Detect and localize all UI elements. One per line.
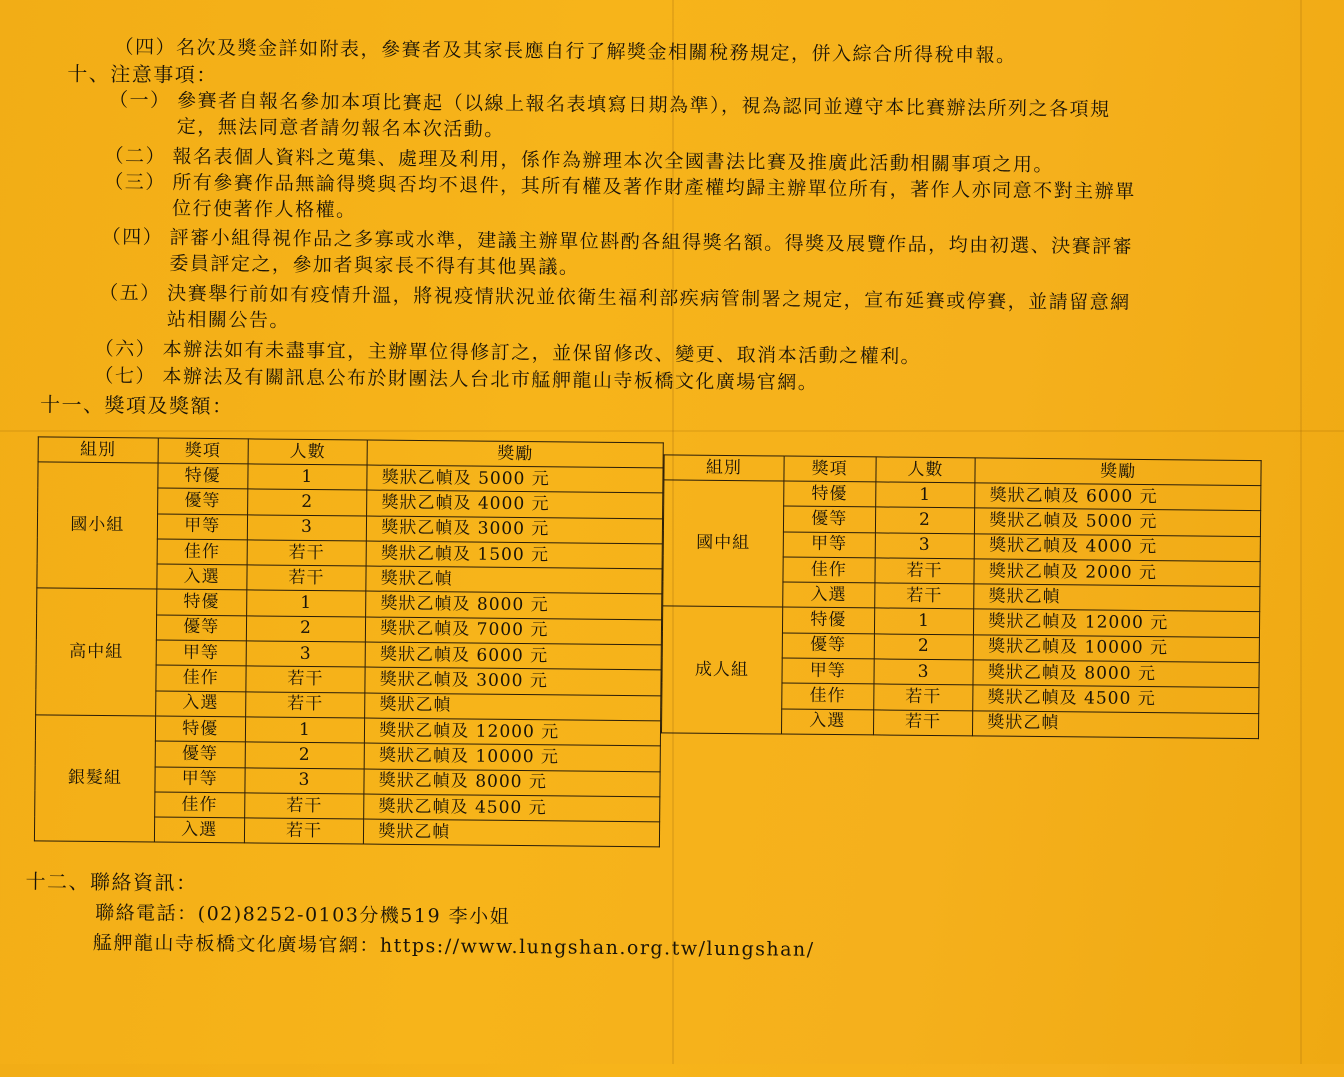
- reward-cell: 獎狀乙幀及 6000 元: [365, 642, 661, 670]
- group-name: 國小組: [37, 462, 158, 590]
- award-cell: 佳作: [783, 557, 875, 583]
- table-row: [664, 480, 1261, 511]
- reward-cell: 獎狀乙幀及 5000 元: [367, 465, 663, 493]
- note-5-text: 站相關公告。: [166, 308, 291, 332]
- count-cell: 若干: [245, 692, 365, 718]
- award-cell: 佳作: [156, 665, 246, 691]
- count-cell: 若干: [875, 558, 975, 584]
- note-4-text: 評審小組得視作品之多寡或水準，建議主辦單位斟酌各組得獎名額。得獎及展覽作品，均由初選、決賽評審: [169, 226, 1134, 258]
- award-cell: 入選: [155, 691, 245, 717]
- group-name: 高中組: [36, 588, 157, 716]
- header-count: 人數: [875, 457, 975, 483]
- count-cell: 若干: [245, 666, 365, 692]
- note-6-text: 本辦法如有未盡事宜，主辦單位得修訂之，並保留修改、變更、取消本活動之權利。: [162, 338, 922, 368]
- award-cell: 優等: [156, 615, 246, 641]
- reward-cell: 獎狀乙幀及 7000 元: [366, 617, 662, 645]
- award-cell: 優等: [155, 741, 245, 767]
- reward-cell: 獎狀乙幀及 6000 元: [975, 483, 1261, 511]
- header-group: 組別: [38, 437, 158, 463]
- count-cell: 2: [246, 616, 366, 642]
- count-cell: 1: [874, 608, 974, 634]
- count-cell: 2: [245, 742, 365, 768]
- reward-cell: 獎狀乙幀及 8000 元: [364, 769, 660, 797]
- award-cell: 特優: [783, 481, 875, 507]
- group-name: 國中組: [663, 480, 784, 608]
- count-cell: 3: [246, 641, 366, 667]
- count-cell: 2: [875, 507, 975, 533]
- reward-cell: 獎狀乙幀及 4000 元: [975, 533, 1261, 561]
- count-cell: 2: [874, 634, 974, 660]
- award-cell: 甲等: [783, 532, 875, 558]
- note-5-label: （五）: [99, 281, 161, 305]
- note-2-label: （二）: [104, 145, 167, 168]
- award-cell: 入選: [154, 817, 244, 843]
- count-cell: 3: [875, 533, 975, 559]
- award-cell: 甲等: [155, 767, 245, 793]
- award-cell: 特優: [155, 716, 245, 742]
- reward-cell: 獎狀乙幀及 3000 元: [365, 667, 661, 695]
- reward-cell: 獎狀乙幀: [365, 693, 661, 721]
- note-1-text: 參賽者自報名參加本項比賽起（以線上報名表填寫日期為準），視為認同並遵守本比賽辦法所列之各項規: [176, 89, 1111, 121]
- header-group: 組別: [664, 455, 784, 481]
- count-cell: 若干: [247, 540, 367, 566]
- intro-line: （四）名次及獎金詳如附表，參賽者及其家長應自行了解獎金相關稅務規定，併入綜合所得稅申報。: [114, 36, 1017, 67]
- table-row: [35, 715, 660, 746]
- count-cell: 若干: [873, 684, 973, 710]
- award-cell: 特優: [158, 463, 248, 489]
- count-cell: 3: [245, 767, 365, 793]
- count-cell: 1: [247, 464, 367, 490]
- table-row: [38, 462, 663, 493]
- section-12-title: 十二、聯絡資訊：: [25, 869, 198, 895]
- note-3-label: （三）: [104, 171, 166, 194]
- count-cell: 1: [875, 482, 975, 508]
- award-cell: 佳作: [781, 683, 873, 709]
- reward-cell: 獎狀乙幀: [973, 711, 1259, 739]
- note-7-text: 本辦法及有關訊息公布於財團法人台北市艋舺龍山寺板橋文化廣場官網。: [162, 365, 819, 394]
- note-4-label: （四）: [101, 225, 164, 249]
- count-cell: 2: [247, 489, 367, 515]
- reward-cell: 獎狀乙幀及 12000 元: [974, 609, 1260, 637]
- count-cell: 3: [247, 514, 367, 540]
- reward-cell: 獎狀乙幀及 8000 元: [973, 660, 1259, 688]
- reward-cell: 獎狀乙幀及 12000 元: [365, 718, 661, 746]
- header-reward: 獎勵: [975, 458, 1261, 486]
- note-2-text: 報名表個人資料之蒐集、處理及利用，係作為辦理本次全國書法比賽及推廣此活動相關事項之用。: [172, 145, 1055, 177]
- header-award: 獎項: [158, 438, 248, 464]
- award-cell: 甲等: [782, 658, 874, 684]
- section-11-title: 十一、獎項及獎額：: [40, 392, 234, 419]
- count-cell: 若干: [873, 710, 973, 736]
- reward-cell: 獎狀乙幀及 4000 元: [367, 490, 663, 518]
- reward-cell: 獎狀乙幀及 8000 元: [366, 592, 662, 620]
- note-6-label: （六）: [94, 337, 157, 361]
- count-cell: 若干: [874, 583, 974, 609]
- note-1-text: 定，無法同意者請勿報名本次活動。: [176, 115, 505, 141]
- reward-cell: 獎狀乙幀: [364, 819, 660, 847]
- group-name: 銀髮組: [34, 715, 155, 843]
- reward-cell: 獎狀乙幀及 4500 元: [973, 685, 1259, 713]
- award-cell: 優等: [783, 506, 875, 532]
- group-name: 成人組: [661, 606, 782, 734]
- reward-cell: 獎狀乙幀及 3000 元: [367, 516, 663, 544]
- prize-table-right: [661, 454, 1262, 739]
- note-1-label: （一）: [108, 89, 171, 112]
- award-cell: 特優: [156, 590, 246, 616]
- award-cell: 優等: [782, 633, 874, 659]
- reward-cell: 獎狀乙幀及 10000 元: [364, 743, 660, 771]
- header-count: 人數: [248, 439, 368, 465]
- reward-cell: 獎狀乙幀及 10000 元: [974, 635, 1260, 663]
- reward-cell: 獎狀乙幀: [366, 566, 662, 594]
- award-cell: 優等: [157, 488, 247, 514]
- table-row: [662, 606, 1259, 637]
- header-reward: 獎勵: [367, 440, 663, 468]
- reward-cell: 獎狀乙幀及 2000 元: [974, 559, 1260, 587]
- count-cell: 若干: [244, 793, 364, 819]
- count-cell: 3: [874, 659, 974, 685]
- award-cell: 特優: [782, 608, 874, 634]
- count-cell: 1: [246, 590, 366, 616]
- count-cell: 若干: [244, 818, 364, 844]
- note-3-text: 位行使著作人格權。: [171, 197, 357, 222]
- award-cell: 入選: [157, 564, 247, 590]
- prize-table-left: [34, 436, 664, 847]
- count-cell: 1: [245, 717, 365, 743]
- award-cell: 入選: [781, 709, 873, 735]
- award-cell: 甲等: [157, 514, 247, 540]
- note-3-text: 所有參賽作品無論得獎與否均不退件，其所有權及著作財產權均歸主辦單位所有，著作人亦同意不對主辦單: [172, 171, 1136, 203]
- note-4-text: 委員評定之，參加者與家長不得有其他異議。: [169, 252, 580, 279]
- award-cell: 入選: [782, 582, 874, 608]
- reward-cell: 獎狀乙幀及 5000 元: [975, 508, 1261, 536]
- award-cell: 佳作: [154, 792, 244, 818]
- header-award: 獎項: [784, 456, 876, 482]
- count-cell: 若干: [246, 565, 366, 591]
- reward-cell: 獎狀乙幀及 4500 元: [364, 794, 660, 822]
- note-5-text: 決賽舉行前如有疫情升溫，將視疫情狀況並依衛生福利部疾病管制署之規定，宣布延賽或停賽，並請留意網: [167, 282, 1131, 314]
- note-7-label: （七）: [94, 364, 157, 388]
- contact-website: 艋舺龍山寺板橋文化廣場官網：https://www.lungshan.org.tw/lungshan/: [92, 931, 815, 961]
- reward-cell: 獎狀乙幀及 1500 元: [366, 541, 662, 569]
- reward-cell: 獎狀乙幀: [974, 584, 1260, 612]
- contact-phone: 聯絡電話：(02)8252-0103分機519 李小姐: [95, 901, 511, 928]
- section-10-title: 十、注意事項：: [67, 61, 218, 88]
- award-cell: 佳作: [157, 539, 247, 565]
- table-row: [37, 588, 662, 619]
- award-cell: 甲等: [156, 640, 246, 666]
